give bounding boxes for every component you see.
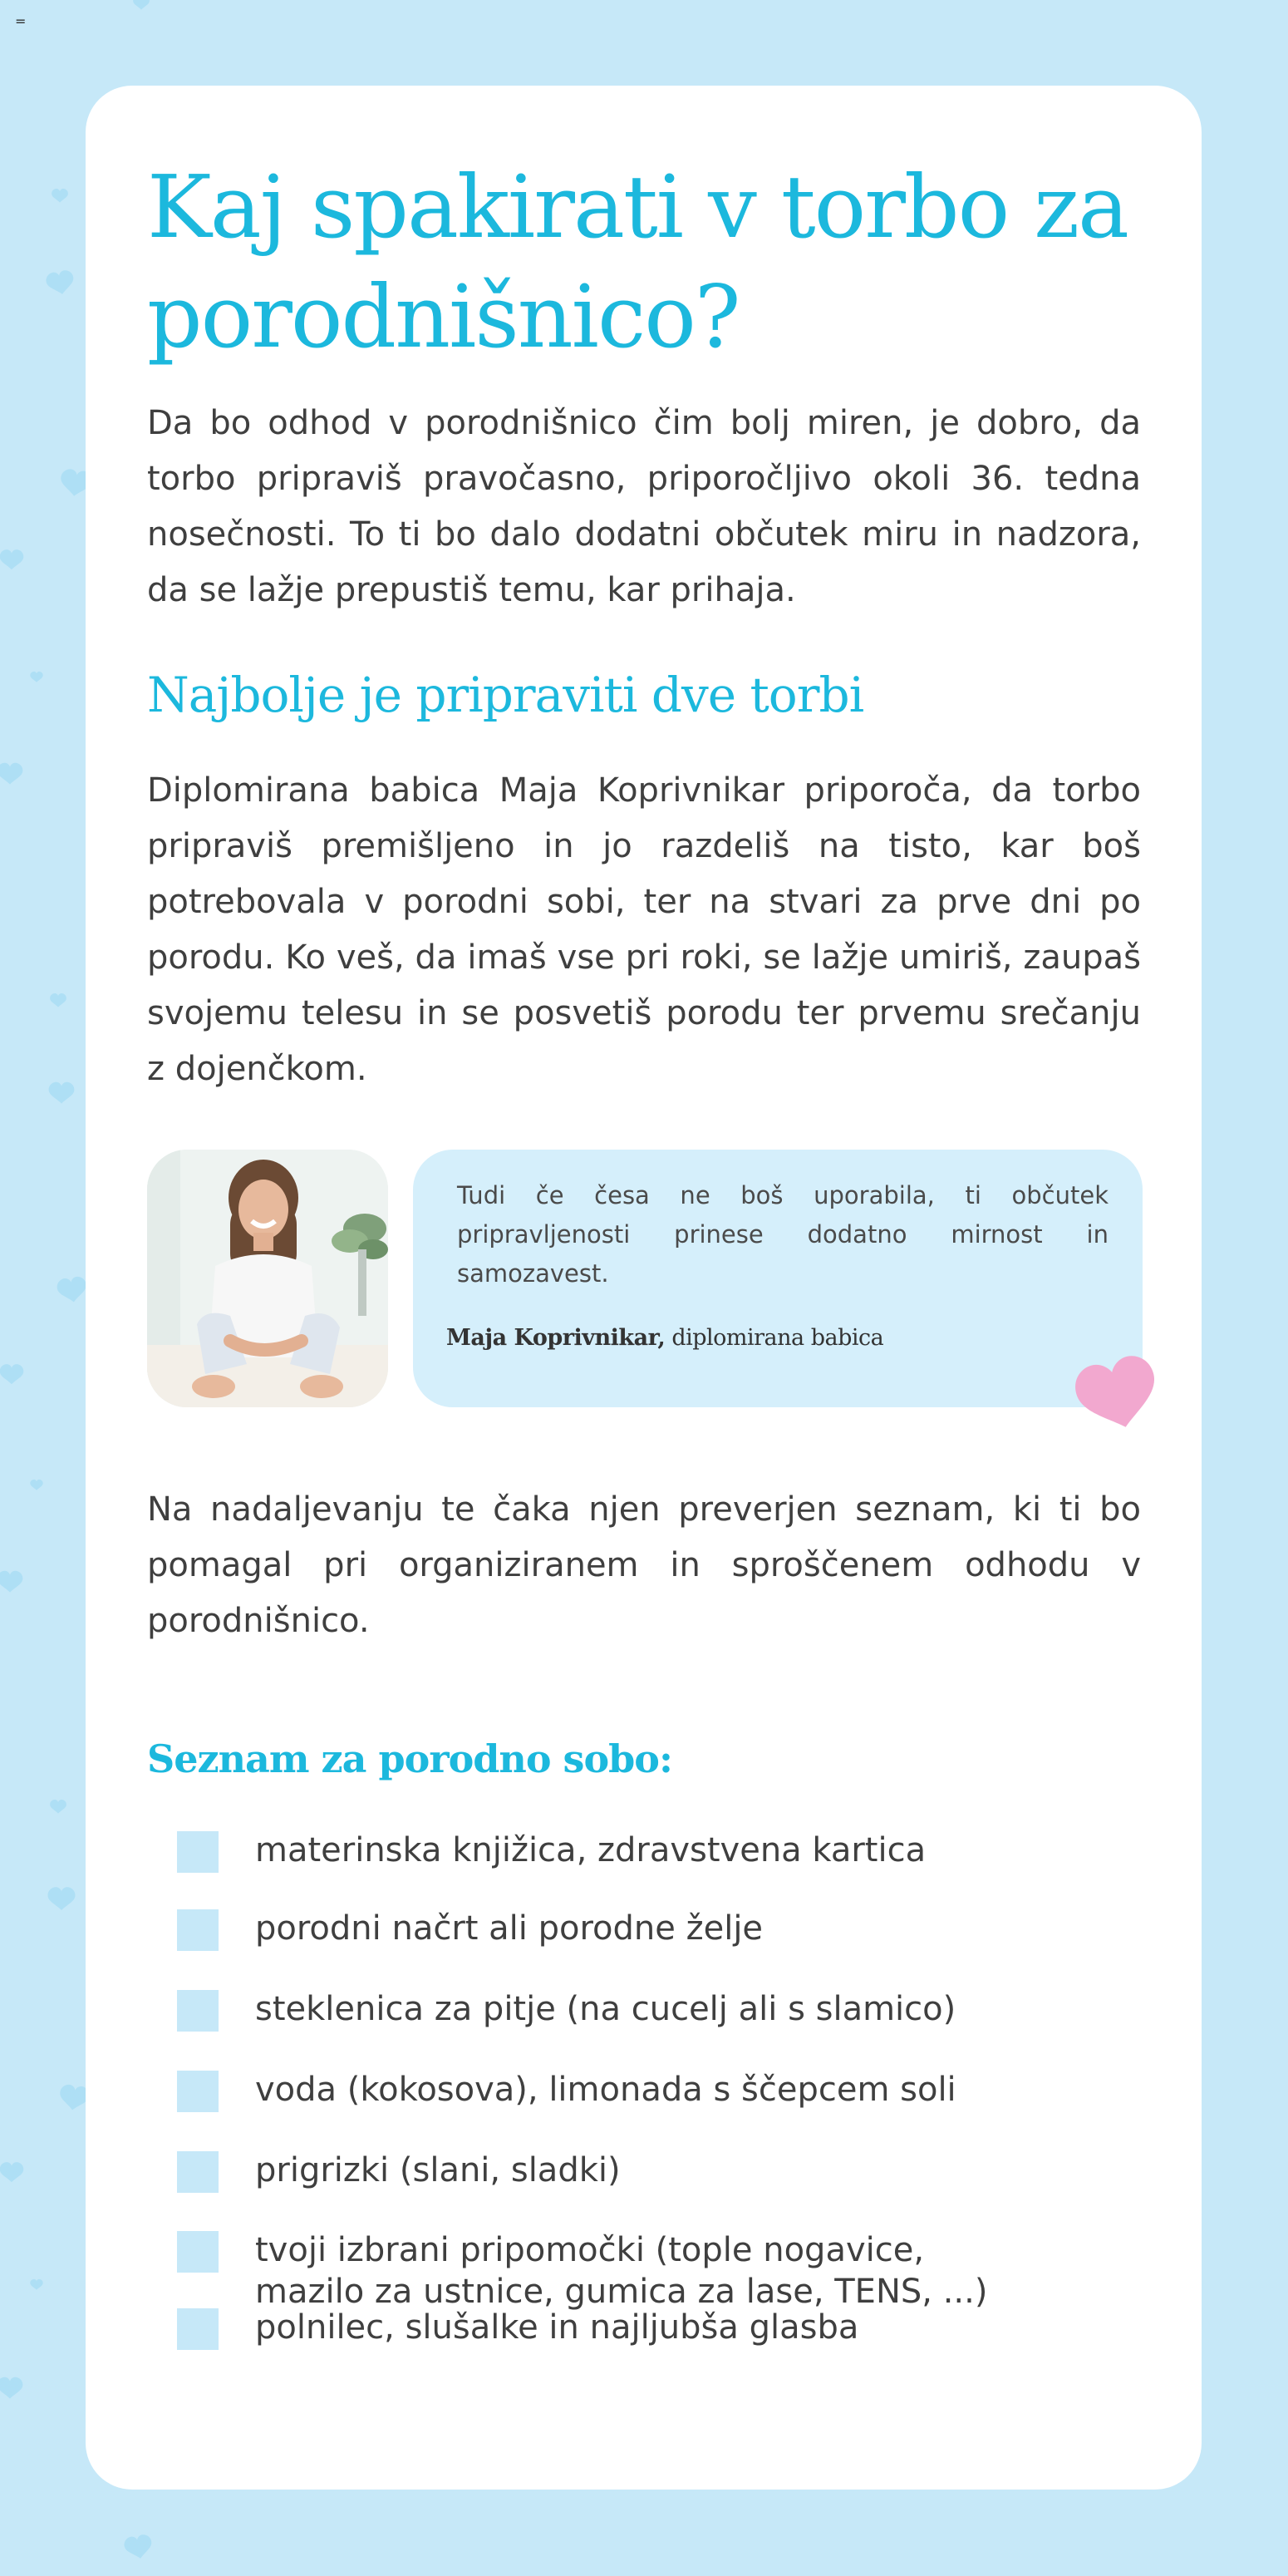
- checkbox[interactable]: [177, 1909, 219, 1951]
- heart-icon: [0, 549, 23, 569]
- quote-author-role: diplomirana babica: [665, 1325, 884, 1351]
- heart-icon: [30, 2279, 42, 2290]
- heart-icon: [0, 2377, 22, 2399]
- heart-icon: [0, 1571, 22, 1593]
- section-subheading: Najbolje je pripraviti dve torbi: [147, 667, 864, 723]
- checklist-item-label: steklenica za pitje (na cucelj ali s slamico): [255, 1990, 956, 2028]
- heart-icon: [50, 993, 66, 1007]
- heart-icon: [0, 2162, 23, 2182]
- checklist-item-label: prigrizki (slani, sladki): [255, 2151, 621, 2189]
- heart-icon: [52, 189, 68, 203]
- heart-icon: [49, 1082, 75, 1104]
- quote-box: [413, 1150, 1143, 1407]
- checklist-heading: Seznam za porodno sobo:: [147, 1736, 672, 1781]
- quote-attribution: [446, 1324, 883, 1352]
- checkbox[interactable]: [177, 1831, 219, 1873]
- checkbox[interactable]: [177, 2231, 219, 2273]
- heart-icon: [30, 672, 42, 682]
- checklist-item-label: materinska knjižica, zdravstvena kartica: [255, 1831, 927, 1869]
- article-card: [86, 86, 1202, 2490]
- checkbox[interactable]: [177, 2151, 219, 2193]
- checklist-intro-paragraph: Na nadaljevanju te čaka njen preverjen seznam, ki ti bo pomagal pri organiziranem in sproščenem odhodu v porodnišnico.: [147, 1490, 1141, 1640]
- heart-icon: [50, 1800, 66, 1814]
- intro-paragraph: Da bo odhod v porodnišnico čim bolj miren, je dobro, da torbo pripraviš pravočasno, priporočljivo okoli 36. tedna nosečnosti. To ti bo dalo dodatni občutek miru in nadzora, da se lažje prepustiš temu, kar prihaja.: [147, 404, 1141, 609]
- checkbox[interactable]: [177, 2071, 219, 2112]
- corner-mark: =: [15, 13, 27, 29]
- midwife-recommendation-paragraph: Diplomirana babica Maja Koprivnikar priporoča, da torbo pripraviš premišljeno in jo razdeliš na tisto, kar boš potrebovala v porodni sobi, ter na stvari za prve dni po porodu. Ko veš, da imaš vse pri roki, se lažje umiriš, zaupaš svojemu telesu in se posvetiš porodu ter prvemu srečanju z dojenčkom.: [147, 771, 1141, 1088]
- quote-text: Tudi če česa ne boš uporabila, ti občutek pripravljenosti prinese dodatno mirnost in samozavest.: [457, 1181, 1109, 1288]
- heart-icon: [48, 1887, 76, 1910]
- checklist-item-label: porodni načrt ali porodne želje: [255, 1909, 764, 1948]
- checkbox[interactable]: [177, 1990, 219, 2032]
- heart-icon: [0, 763, 22, 785]
- heart-icon: [123, 2534, 154, 2561]
- page-title: Kaj spakirati v torbo za porodnišnico?: [147, 156, 1128, 367]
- midwife-photo: [147, 1150, 388, 1407]
- checklist-item-label: voda (kokosova), limonada s ščepcem soli: [255, 2071, 956, 2109]
- heart-icon: [45, 269, 76, 297]
- heart-icon: [133, 0, 150, 10]
- checkbox[interactable]: [177, 2308, 219, 2350]
- heart-icon: [30, 1480, 42, 1490]
- checklist-item-label: polnilec, slušalke in najljubša glasba: [255, 2308, 859, 2347]
- heart-icon: [56, 1276, 88, 1304]
- checklist-item-label: tvoji izbrani pripomočki (tople nogavice, mazilo za ustnice, gumica za lase, TENS, ...): [255, 2231, 988, 2311]
- quote-author-name: Maja Koprivnikar,: [446, 1325, 666, 1351]
- heart-icon: [0, 1364, 23, 1384]
